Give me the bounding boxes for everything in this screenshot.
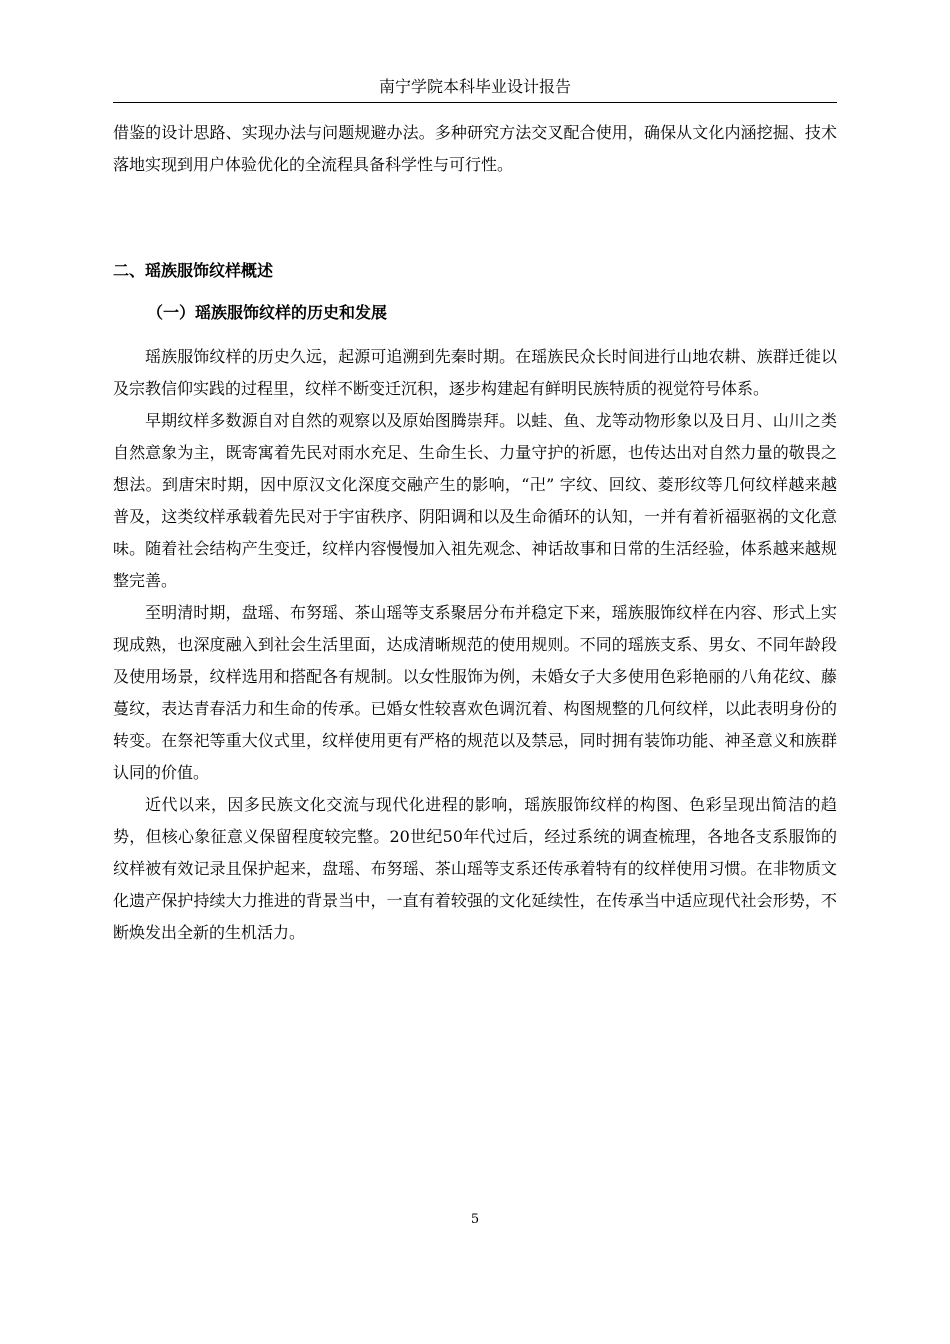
header-title: 南宁学院本科毕业设计报告 — [378, 77, 571, 96]
intro-block — [113, 117, 837, 181]
page-number: 5 — [470, 1212, 480, 1227]
body-paragraph: 至明清时期，盘瑶、布努瑶、茶山瑶等支系聚居分布并稳定下来，瑶族服饰纹样在内容、形式上实现成熟，也深度融入到社会生活里面，达成清晰规范的使用规则。不同的瑶族支系、男女、不同年龄段及使用场景，纹样选用和搭配各有规制。以女性服饰为例，未婚女子大多使用色彩艳丽的八角花纹、藤蔓纹，表达青春活力和生命的传承。已婚女性较喜欢色调沉着、构图规整的几何纹样，以此表明身份的转变。在祭祀等重大仪式里，纹样使用更有严格的规范以及禁忌，同时拥有装饰功能、神圣意义和族群认同的价值。 — [113, 603, 837, 782]
body-paragraph: 近代以来，因多民族文化交流与现代化进程的影响，瑶族服饰纹样的构图、色彩呈现出简洁的趋势，但核心象征意义保留程度较完整。20世纪50年代过后，经过系统的调查梳理，各地各支系服饰的纹样被有效记录且保护起来，盘瑶、布努瑶、茶山瑶等支系还传承着特有的纹样使用习惯。在非物质文化遗产保护持续大力推进的背景当中，一直有着较强的文化延续性，在传承当中适应现代社会形势，不断焕发出全新的生机活力。 — [113, 795, 837, 942]
body-paragraph: 瑶族服饰纹样的历史久远，起源可追溯到先秦时期。在瑶族民众长时间进行山地农耕、族群迁徙以及宗教信仰实践的过程里，纹样不断变迁沉积，逐步构建起有鲜明民族特质的视觉符号体系。 — [113, 347, 837, 398]
section-heading: 二、瑶族服饰纹样概述 — [113, 261, 274, 280]
subsection-heading: （一）瑶族服饰纹样的历史和发展 — [147, 303, 388, 322]
section-body — [113, 341, 837, 949]
intro-paragraph: 借鉴的设计思路、实现办法与问题规避办法。多种研究方法交叉配合使用，确保从文化内涵挖掘、技术落地实现到用户体验优化的全流程具备科学性与可行性。 — [113, 123, 837, 174]
page-header — [113, 74, 837, 103]
body-paragraph: 早期纹样多数源自对自然的观察以及原始图腾崇拜。以蛙、鱼、龙等动物形象以及日月、山川之类自然意象为主，既寄寓着先民对雨水充足、生命生长、力量守护的祈愿，也传达出对自然力量的敬畏之想法。到唐宋时期，因中原汉文化深度交融产生的影响，“卍” 字纹、回纹、菱形纹等几何纹样越来越普及，这类纹样承载着先民对于宇宙秩序、阴阳调和以及生命循环的认知，一并有着祈福驱祸的文化意味。随着社会结构产生变迁，纹样内容慢慢加入祖先观念、神话故事和日常的生活经验，体系越来越规整完善。 — [113, 411, 837, 590]
